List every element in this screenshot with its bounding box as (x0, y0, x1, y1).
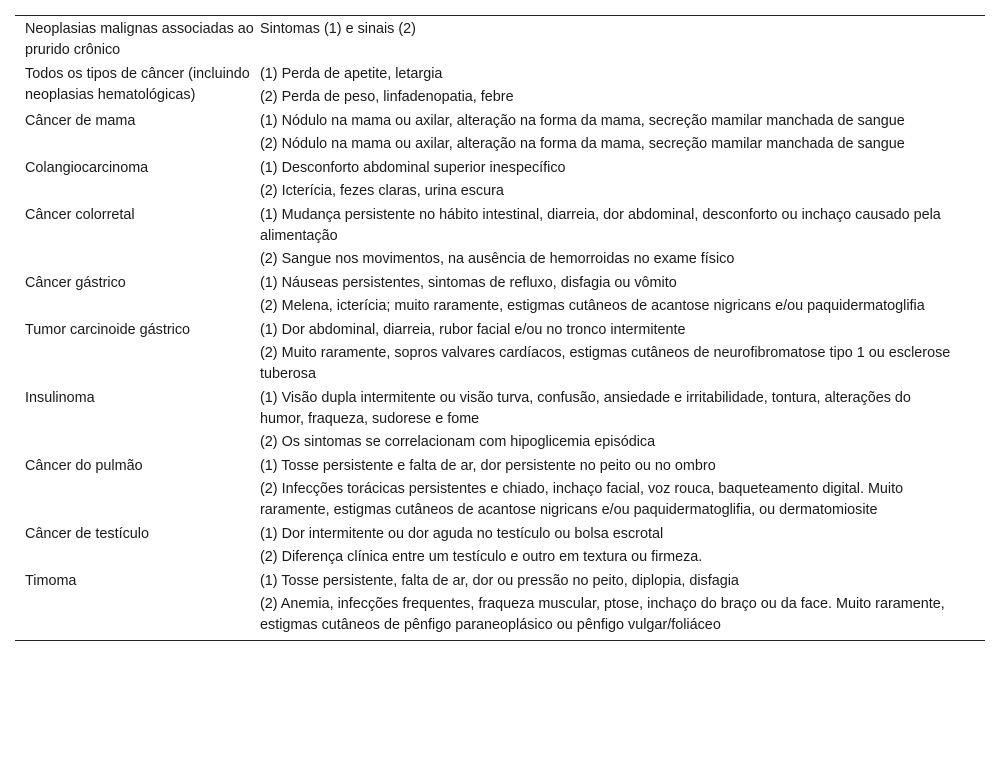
symptoms-text: (1) Tosse persistente, falta de ar, dor ou pressão no peito, diplopia, disfagia (260, 573, 739, 589)
signs-text: (2) Nódulo na mama ou axilar, alteração na forma da mama, secreção mamilar manchada de sangue (260, 136, 905, 152)
table-row (15, 204, 985, 272)
symptoms-signs-cell (260, 319, 985, 387)
symptoms-signs-cell (260, 387, 985, 455)
symptoms-text: (1) Náuseas persistentes, sintomas de refluxo, disfagia ou vômito (260, 275, 677, 291)
cancer-type-cell: Timoma (25, 573, 77, 589)
table-row (15, 63, 985, 110)
symptoms-text: (1) Tosse persistente e falta de ar, dor persistente no peito ou no ombro (260, 458, 716, 474)
table-row (15, 570, 985, 640)
symptoms-signs-cell (260, 63, 985, 110)
signs-text: (2) Melena, icterícia; muito raramente, estigmas cutâneos de acantose nigricans e/ou paquidermatoglifia (260, 298, 925, 314)
symptoms-text: (1) Perda de apetite, letargia (260, 66, 443, 82)
symptoms-signs-cell (260, 272, 985, 319)
signs-text: (2) Muito raramente, sopros valvares cardíacos, estigmas cutâneos de neurofibromatose tipo 1 ou esclerose tuberosa (260, 345, 951, 382)
table-row (15, 319, 985, 387)
cancer-type-cell: Câncer do pulmão (25, 458, 143, 474)
table-row (15, 272, 985, 319)
table-row (15, 110, 985, 157)
header-cancer-type: Neoplasias malignas associadas ao prurido crônico (25, 21, 254, 58)
symptoms-signs-cell (260, 570, 985, 640)
table-row (15, 157, 985, 204)
table-row (15, 523, 985, 570)
cancer-type-cell: Câncer colorretal (25, 207, 135, 223)
symptoms-signs-cell (260, 110, 985, 157)
cancer-type-cell: Câncer gástrico (25, 275, 126, 291)
signs-text: (2) Os sintomas se correlacionam com hipoglicemia episódica (260, 434, 656, 450)
cancer-type-cell: Insulinoma (25, 390, 95, 406)
signs-text: (2) Perda de peso, linfadenopatia, febre (260, 89, 514, 105)
header-symptoms-signs: Sintomas (1) e sinais (2) (260, 21, 416, 37)
cancer-type-cell: Colangiocarcinoma (25, 160, 149, 176)
table (15, 16, 985, 640)
symptoms-signs-cell (260, 455, 985, 523)
table-header-row (15, 16, 985, 63)
symptoms-signs-cell (260, 157, 985, 204)
signs-text: (2) Anemia, infecções frequentes, fraqueza muscular, ptose, inchaço do braço ou da face. Muito raramente, estigmas cutâneos de pênfigo paraneoplásico ou pênfigo vulgar/foliáceo (260, 596, 945, 633)
table-row (15, 455, 985, 523)
cancer-type-cell: Tumor carcinoide gástrico (25, 322, 191, 338)
signs-text: (2) Sangue nos movimentos, na ausência de hemorroidas no exame físico (260, 251, 735, 267)
cancer-type-cell: Todos os tipos de câncer (incluindo neoplasias hematológicas) (25, 66, 250, 103)
cancer-type-cell: Câncer de mama (25, 113, 136, 129)
symptoms-text: (1) Desconforto abdominal superior inespecífico (260, 160, 566, 176)
symptoms-signs-cell (260, 204, 985, 272)
symptoms-signs-cell (260, 523, 985, 570)
signs-text: (2) Diferença clínica entre um testículo e outro em textura ou firmeza. (260, 549, 703, 565)
symptoms-text: (1) Nódulo na mama ou axilar, alteração na forma da mama, secreção mamilar manchada de sangue (260, 113, 905, 129)
symptoms-text: (1) Visão dupla intermitente ou visão turva, confusão, ansiedade e irritabilidade, tontura, alterações do humor, fraqueza, sudorese e fome (260, 390, 911, 427)
signs-text: (2) Infecções torácicas persistentes e chiado, inchaço facial, voz rouca, baqueteamento digital. Muito raramente, estigmas cutâneos de acantose nigricans e/ou paquidermatoglifia, ou dermatomiosite (260, 481, 904, 518)
symptoms-text: (1) Mudança persistente no hábito intestinal, diarreia, dor abdominal, desconforto ou inchaço causado pela alimentação (260, 207, 941, 244)
cancer-type-cell: Câncer de testículo (25, 526, 149, 542)
symptoms-text: (1) Dor intermitente ou dor aguda no testículo ou bolsa escrotal (260, 526, 664, 542)
signs-text: (2) Icterícia, fezes claras, urina escura (260, 183, 504, 199)
symptoms-text: (1) Dor abdominal, diarreia, rubor facial e/ou no tronco intermitente (260, 322, 686, 338)
table-row (15, 387, 985, 455)
symptoms-table (15, 15, 985, 641)
